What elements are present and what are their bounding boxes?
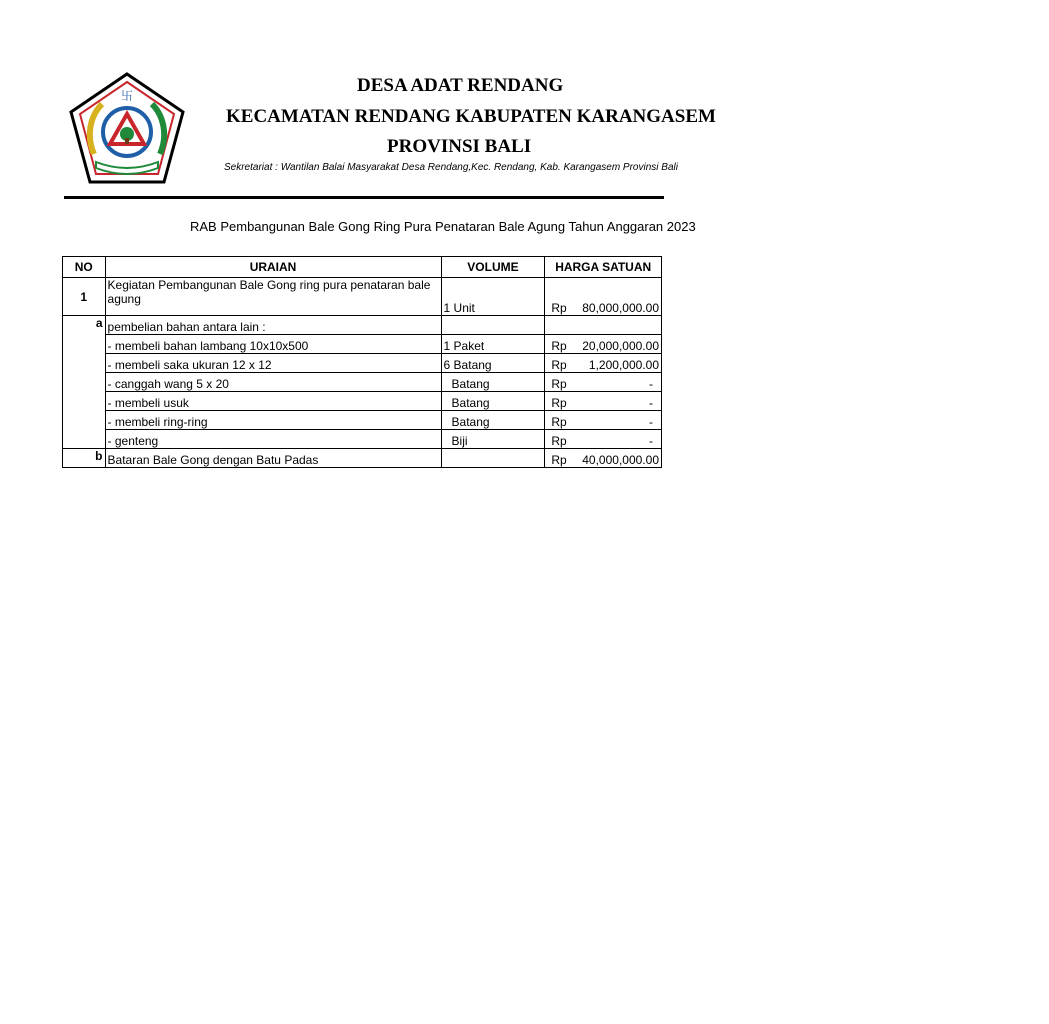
currency-label: Rp [551,339,567,353]
price-value: 40,000,000.00 [582,453,659,467]
row-harga [545,449,662,468]
row-uraian: Bataran Bale Gong dengan Batu Padas [105,449,441,468]
row-volume: Batang [441,411,545,430]
row-volume: 6 Batang [441,354,545,373]
header-line-1: DESA ADAT RENDANG [357,75,564,96]
row-volume [441,449,545,468]
svg-text:卐: 卐 [120,89,134,103]
table-row [63,392,662,411]
currency-label: Rp [551,301,567,315]
row-uraian: - membeli usuk [105,392,441,411]
row-harga [545,411,662,430]
price-value: - [649,415,653,429]
row-volume [441,316,545,335]
header-volume: VOLUME [441,257,545,278]
sub-label-a: a [63,316,106,449]
row-volume: Batang [441,373,545,392]
row-volume: 1 Unit [441,278,545,316]
table-row [63,278,662,316]
table-row [63,411,662,430]
row-uraian: - membeli ring-ring [105,411,441,430]
table-row [63,335,662,354]
currency-label: Rp [551,377,567,391]
header-uraian: URAIAN [105,257,441,278]
price-value: 20,000,000.00 [582,339,659,353]
row-harga [545,278,662,316]
row-volume: Biji [441,430,545,449]
table-row [63,354,662,373]
price-value: - [649,434,653,448]
row-uraian: - genteng [105,430,441,449]
row-harga [545,392,662,411]
currency-label: Rp [551,396,567,410]
row-uraian: pembelian bahan antara lain : [105,316,441,335]
header-line-3: PROVINSI BALI [387,136,532,157]
price-value: - [649,377,653,391]
header-divider [64,196,664,199]
row-harga [545,354,662,373]
table-row [63,449,662,468]
document-title: RAB Pembangunan Bale Gong Ring Pura Penataran Bale Agung Tahun Anggaran 2023 [190,219,696,234]
secretariat-address: Sekretariat : Wantilan Balai Masyarakat Desa Rendang,Kec. Rendang, Kab. Karangasem Provinsi Bali [224,162,678,173]
row-harga [545,430,662,449]
row-uraian: Kegiatan Pembangunan Bale Gong ring pura penataran bale agung [105,278,441,316]
rab-table [62,256,662,468]
header-line-2: KECAMATAN RENDANG KABUPATEN KARANGASEM [226,106,716,127]
currency-label: Rp [551,434,567,448]
row-harga [545,373,662,392]
row-harga [545,335,662,354]
row-harga [545,316,662,335]
table-header-row [63,257,662,278]
table-row [63,430,662,449]
currency-label: Rp [551,415,567,429]
table-row [63,316,662,335]
row-volume: 1 Paket [441,335,545,354]
row-uraian: - canggah wang 5 x 20 [105,373,441,392]
header-no: NO [63,257,106,278]
row-uraian: - membeli saka ukuran 12 x 12 [105,354,441,373]
table-row [63,373,662,392]
row-volume: Batang [441,392,545,411]
price-value: 80,000,000.00 [582,301,659,315]
row-uraian: - membeli bahan lambang 10x10x500 [105,335,441,354]
currency-label: Rp [551,453,567,467]
sub-label-b: b [63,449,106,468]
currency-label: Rp [551,358,567,372]
row-no: 1 [63,278,106,316]
header-harga-satuan: HARGA SATUAN [545,257,662,278]
price-value: 1,200,000.00 [588,358,659,372]
price-value: - [649,396,653,410]
